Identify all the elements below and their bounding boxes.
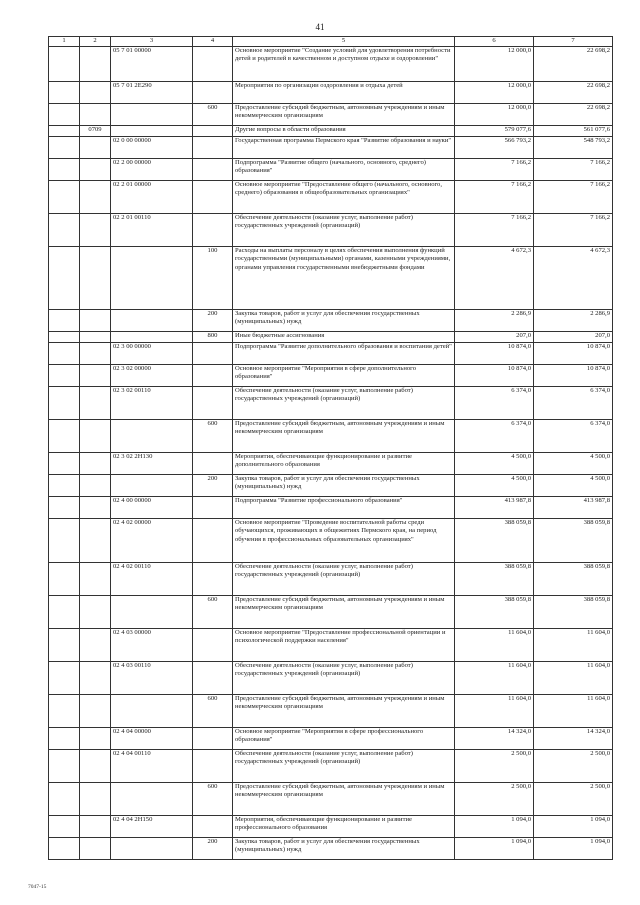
cell-c1 [49,47,80,82]
table-row [49,47,613,82]
cell-c4: 600 [193,104,233,126]
table-row [49,563,613,596]
cell-c2 [80,563,111,596]
cell-c2 [80,497,111,519]
page-number: 41 [315,22,325,32]
cell-c6: 12 000,0 [455,104,534,126]
table-row [49,662,613,695]
cell-c2 [80,750,111,783]
document-code: 7047-15 [28,884,47,890]
cell-c5: Закупка товаров, работ и услуг для обеспечения государственных (муниципальных) нужд [233,838,455,860]
cell-c6: 4 672,3 [455,247,534,310]
table-row [49,750,613,783]
cell-c2 [80,365,111,387]
cell-c4: 800 [193,332,233,343]
cell-c6: 2 286,9 [455,310,534,332]
cell-c3: 02 4 00 00000 [111,497,193,519]
cell-c4 [193,816,233,838]
cell-c3: 05 7 01 2Е290 [111,82,193,104]
cell-c6: 413 987,8 [455,497,534,519]
cell-c7: 1 094,0 [534,838,613,860]
table-row [49,343,613,365]
cell-c2 [80,816,111,838]
cell-c3: 02 4 03 00110 [111,662,193,695]
cell-c6: 10 874,0 [455,365,534,387]
cell-c2 [80,159,111,181]
cell-c7: 388 059,8 [534,596,613,629]
cell-c1 [49,365,80,387]
column-header: 3 [111,37,193,47]
cell-c2 [80,310,111,332]
cell-c6: 1 094,0 [455,838,534,860]
cell-c3: 02 4 02 00110 [111,563,193,596]
table-row [49,365,613,387]
cell-c4 [193,159,233,181]
cell-c7: 388 059,8 [534,563,613,596]
cell-c1 [49,137,80,159]
cell-c5: Обеспечение деятельности (оказание услуг, выполнение работ) государственных учреждений (организаций) [233,750,455,783]
cell-c7: 22 698,2 [534,47,613,82]
table-row [49,247,613,310]
cell-c4: 600 [193,695,233,728]
cell-c3 [111,420,193,453]
cell-c5: Основное мероприятие "Проведение воспитательной работы среди обучающихся, проживающих в общежитиях Пермского края, на период обучения в профессиональных образовательных организациях" [233,519,455,563]
cell-c1 [49,475,80,497]
cell-c2 [80,519,111,563]
cell-c1 [49,838,80,860]
cell-c6: 4 500,0 [455,453,534,475]
cell-c6: 2 500,0 [455,750,534,783]
cell-c4 [193,365,233,387]
table-row [49,104,613,126]
cell-c6: 7 166,2 [455,159,534,181]
cell-c7: 1 094,0 [534,816,613,838]
cell-c4: 600 [193,420,233,453]
cell-c3: 02 0 00 00000 [111,137,193,159]
cell-c1 [49,750,80,783]
cell-c3: 02 4 04 00000 [111,728,193,750]
cell-c1 [49,662,80,695]
cell-c3: 02 2 01 00110 [111,214,193,247]
cell-c4 [193,750,233,783]
cell-c2 [80,137,111,159]
cell-c4 [193,387,233,420]
cell-c5: Другие вопросы в области образования [233,126,455,137]
cell-c5: Мероприятия, обеспечивающие функционирование и развитие профессионального образования [233,816,455,838]
cell-c5: Основное мероприятие "Создание условий для удовлетворения потребности детей и родителей в качественном и доступном отдыхе и оздоровлении" [233,47,455,82]
cell-c5: Закупка товаров, работ и услуг для обеспечения государственных (муниципальных) нужд [233,475,455,497]
cell-c6: 579 077,6 [455,126,534,137]
cell-c7: 14 324,0 [534,728,613,750]
column-header: 5 [233,37,455,47]
cell-c2 [80,475,111,497]
cell-c2 [80,728,111,750]
cell-c1 [49,728,80,750]
column-header: 6 [455,37,534,47]
column-header: 2 [80,37,111,47]
cell-c5: Обеспечение деятельности (оказание услуг, выполнение работ) государственных учреждений (организаций) [233,563,455,596]
cell-c3: 05 7 01 00000 [111,47,193,82]
cell-c4: 200 [193,838,233,860]
table-row [49,310,613,332]
cell-c3 [111,475,193,497]
cell-c1 [49,104,80,126]
table-row [49,596,613,629]
cell-c7: 10 874,0 [534,343,613,365]
cell-c5: Основное мероприятие "Мероприятия в сфере профессионального образования" [233,728,455,750]
cell-c1 [49,82,80,104]
cell-c2 [80,214,111,247]
cell-c6: 6 374,0 [455,387,534,420]
table-row [49,695,613,728]
cell-c7: 11 604,0 [534,662,613,695]
cell-c5: Предоставление субсидий бюджетным, автономным учреждениям и иным некоммерческим организациям [233,783,455,816]
cell-c7: 2 500,0 [534,783,613,816]
table-row [49,838,613,860]
cell-c1 [49,181,80,214]
cell-c2 [80,387,111,420]
cell-c2 [80,104,111,126]
table-header-row [49,37,613,47]
cell-c4 [193,563,233,596]
cell-c2 [80,596,111,629]
budget-table [48,36,613,860]
cell-c6: 7 166,2 [455,181,534,214]
cell-c5: Закупка товаров, работ и услуг для обеспечения государственных (муниципальных) нужд [233,310,455,332]
table-row [49,82,613,104]
cell-c2 [80,181,111,214]
cell-c1 [49,343,80,365]
cell-c6: 566 793,2 [455,137,534,159]
cell-c5: Предоставление субсидий бюджетным, автономным учреждениям и иным некоммерческим организациям [233,104,455,126]
cell-c2: 0709 [80,126,111,137]
cell-c7: 11 604,0 [534,695,613,728]
cell-c5: Обеспечение деятельности (оказание услуг, выполнение работ) государственных учреждений (организаций) [233,387,455,420]
cell-c1 [49,695,80,728]
cell-c1 [49,159,80,181]
cell-c2 [80,695,111,728]
cell-c5: Подпрограмма "Развитие дополнительного образования и воспитания детей" [233,343,455,365]
cell-c4: 200 [193,475,233,497]
column-header: 4 [193,37,233,47]
cell-c4 [193,497,233,519]
cell-c6: 388 059,8 [455,596,534,629]
column-header: 7 [534,37,613,47]
cell-c3 [111,104,193,126]
table-row [49,453,613,475]
cell-c4 [193,519,233,563]
cell-c5: Основное мероприятие "Предоставление общего (начального, основного, среднего) образования в общеобразовательных организациях" [233,181,455,214]
cell-c6: 4 500,0 [455,475,534,497]
cell-c6: 10 874,0 [455,343,534,365]
table-row [49,728,613,750]
cell-c2 [80,629,111,662]
cell-c4 [193,629,233,662]
cell-c1 [49,126,80,137]
table-row [49,332,613,343]
cell-c6: 1 094,0 [455,816,534,838]
cell-c7: 7 166,2 [534,181,613,214]
cell-c7: 2 286,9 [534,310,613,332]
cell-c1 [49,420,80,453]
table-row [49,475,613,497]
cell-c3: 02 2 00 00000 [111,159,193,181]
table-row [49,159,613,181]
cell-c5: Мероприятия по организации оздоровления и отдыха детей [233,82,455,104]
table-row [49,816,613,838]
cell-c4: 600 [193,596,233,629]
cell-c4 [193,47,233,82]
cell-c6: 12 000,0 [455,82,534,104]
table-row [49,420,613,453]
cell-c5: Подпрограмма "Развитие профессионального образования" [233,497,455,519]
cell-c6: 388 059,8 [455,563,534,596]
cell-c6: 14 324,0 [455,728,534,750]
cell-c4: 200 [193,310,233,332]
cell-c1 [49,816,80,838]
cell-c6: 7 166,2 [455,214,534,247]
cell-c3: 02 3 00 00000 [111,343,193,365]
cell-c1 [49,247,80,310]
cell-c7: 548 793,2 [534,137,613,159]
cell-c1 [49,629,80,662]
cell-c4 [193,343,233,365]
cell-c4: 600 [193,783,233,816]
cell-c2 [80,343,111,365]
cell-c5: Иные бюджетные ассигнования [233,332,455,343]
cell-c1 [49,214,80,247]
cell-c3 [111,310,193,332]
cell-c1 [49,310,80,332]
cell-c5: Основное мероприятие "Предоставление профессиональной ориентации и психологической поддержки населения" [233,629,455,662]
table-row [49,629,613,662]
cell-c1 [49,332,80,343]
cell-c6: 207,0 [455,332,534,343]
cell-c2 [80,82,111,104]
cell-c6: 2 500,0 [455,783,534,816]
column-header: 1 [49,37,80,47]
table-row [49,137,613,159]
cell-c1 [49,596,80,629]
cell-c2 [80,247,111,310]
cell-c3: 02 4 02 00000 [111,519,193,563]
cell-c1 [49,387,80,420]
table-row [49,181,613,214]
table-row [49,497,613,519]
cell-c5: Обеспечение деятельности (оказание услуг, выполнение работ) государственных учреждений (организаций) [233,662,455,695]
cell-c4 [193,181,233,214]
cell-c5: Подпрограмма "Развитие общего (начального, основного, среднего) образования" [233,159,455,181]
table-row [49,387,613,420]
cell-c7: 22 698,2 [534,82,613,104]
cell-c6: 388 059,8 [455,519,534,563]
cell-c3: 02 3 02 00110 [111,387,193,420]
cell-c2 [80,420,111,453]
cell-c1 [49,519,80,563]
cell-c7: 22 698,2 [534,104,613,126]
cell-c5: Предоставление субсидий бюджетным, автономным учреждениям и иным некоммерческим организациям [233,420,455,453]
cell-c4 [193,82,233,104]
cell-c7: 4 500,0 [534,453,613,475]
cell-c7: 388 059,8 [534,519,613,563]
cell-c3 [111,247,193,310]
table-row [49,783,613,816]
cell-c4 [193,453,233,475]
cell-c1 [49,783,80,816]
cell-c6: 11 604,0 [455,629,534,662]
cell-c3: 02 4 04 00110 [111,750,193,783]
cell-c3 [111,838,193,860]
cell-c5: Предоставление субсидий бюджетным, автономным учреждениям и иным некоммерческим организациям [233,596,455,629]
cell-c7: 11 604,0 [534,629,613,662]
table-row [49,126,613,137]
cell-c6: 11 604,0 [455,662,534,695]
cell-c4 [193,137,233,159]
cell-c4 [193,662,233,695]
cell-c2 [80,662,111,695]
cell-c7: 7 166,2 [534,159,613,181]
cell-c3 [111,695,193,728]
cell-c4: 100 [193,247,233,310]
cell-c1 [49,497,80,519]
cell-c2 [80,332,111,343]
cell-c6: 6 374,0 [455,420,534,453]
cell-c5: Предоставление субсидий бюджетным, автономным учреждениям и иным некоммерческим организациям [233,695,455,728]
table-row [49,214,613,247]
cell-c3: 02 4 03 00000 [111,629,193,662]
cell-c3: 02 3 02 2Н130 [111,453,193,475]
cell-c7: 207,0 [534,332,613,343]
cell-c4 [193,728,233,750]
cell-c3: 02 2 01 00000 [111,181,193,214]
cell-c3: 02 4 04 2Н150 [111,816,193,838]
cell-c7: 413 987,8 [534,497,613,519]
cell-c5: Расходы на выплаты персоналу в целях обеспечения выполнения функций государственными (муниципальными) органами, казенными учреждениями, органами управления государственными внебюджетными фондами [233,247,455,310]
cell-c2 [80,783,111,816]
cell-c5: Основное мероприятие "Мероприятия в сфере дополнительного образования" [233,365,455,387]
cell-c6: 11 604,0 [455,695,534,728]
cell-c5: Обеспечение деятельности (оказание услуг, выполнение работ) государственных учреждений (организаций) [233,214,455,247]
cell-c6: 12 000,0 [455,47,534,82]
cell-c3: 02 3 02 00000 [111,365,193,387]
cell-c2 [80,47,111,82]
cell-c7: 561 077,6 [534,126,613,137]
cell-c7: 4 500,0 [534,475,613,497]
cell-c2 [80,838,111,860]
cell-c3 [111,332,193,343]
cell-c5: Государственная программа Пермского края "Развитие образования и науки" [233,137,455,159]
cell-c7: 2 500,0 [534,750,613,783]
cell-c3 [111,126,193,137]
cell-c3 [111,783,193,816]
cell-c7: 7 166,2 [534,214,613,247]
cell-c1 [49,563,80,596]
cell-c7: 10 874,0 [534,365,613,387]
cell-c1 [49,453,80,475]
cell-c5: Мероприятия, обеспечивающие функционирование и развитие дополнительного образования [233,453,455,475]
cell-c7: 6 374,0 [534,387,613,420]
cell-c7: 4 672,3 [534,247,613,310]
cell-c4 [193,126,233,137]
cell-c3 [111,596,193,629]
cell-c2 [80,453,111,475]
table-row [49,519,613,563]
cell-c4 [193,214,233,247]
cell-c7: 6 374,0 [534,420,613,453]
